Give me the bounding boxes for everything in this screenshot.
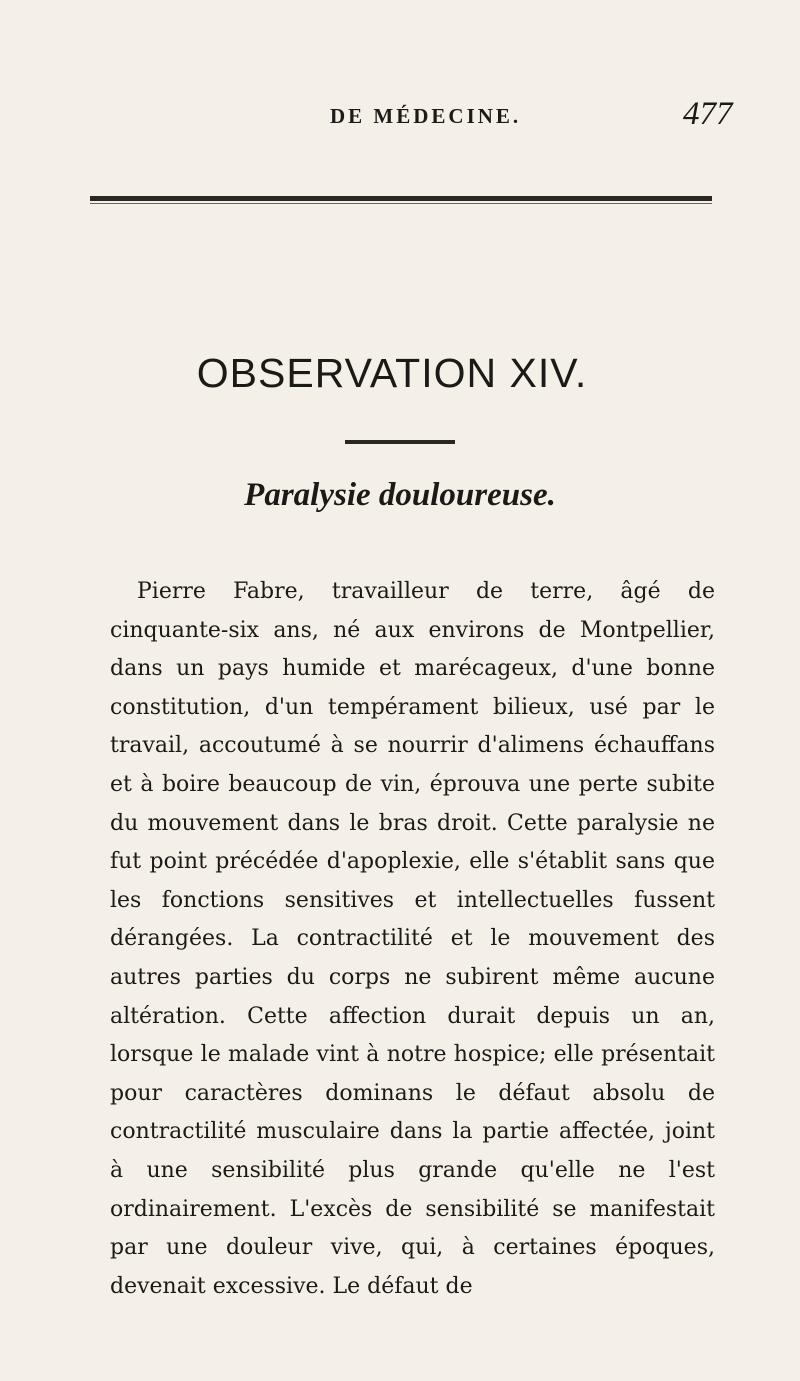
title-rule	[345, 440, 455, 444]
header-rule	[90, 196, 712, 201]
observation-subtitle: Paralysie douloureuse.	[244, 477, 556, 513]
observation-title: OBSERVATION XIV.	[196, 350, 588, 396]
running-title: DE MÉDECINE.	[330, 104, 522, 128]
header-rule-thin	[90, 203, 712, 204]
body-paragraph: Pierre Fabre, travailleur de terre, âgé de cinquante-six ans, né aux environs de Montpellier, dans un pays humide et marécageux, d'une bonne constitution, d'un tempérament bilieux, usé par le travail, accoutumé à se nourrir d'alimens échauffans et à boire beaucoup de vin, éprouva une perte subite du mouvement dans le bras droit. Cette paralysie ne fut point précédée d'apoplexie, elle s'établit sans que les fonctions sensitives et intellectuelles fussent dérangées. La contractilité et le mouvement des autres parties du corps ne subirent même aucune altération. Cette affection durait depuis un an, lorsque le malade vint à notre hospice; elle présentait pour caractères dominans le défaut absolu de contractilité musculaire dans la partie affectée, joint à une sensibilité plus grande qu'elle ne l'est ordinairement. L'excès de sensibilité se manifestait par une douleur vive, qui, à certaines époques, devenait excessive. Le défaut de	[110, 579, 715, 1299]
page-number: 477	[683, 96, 733, 132]
running-head	[0, 96, 800, 136]
